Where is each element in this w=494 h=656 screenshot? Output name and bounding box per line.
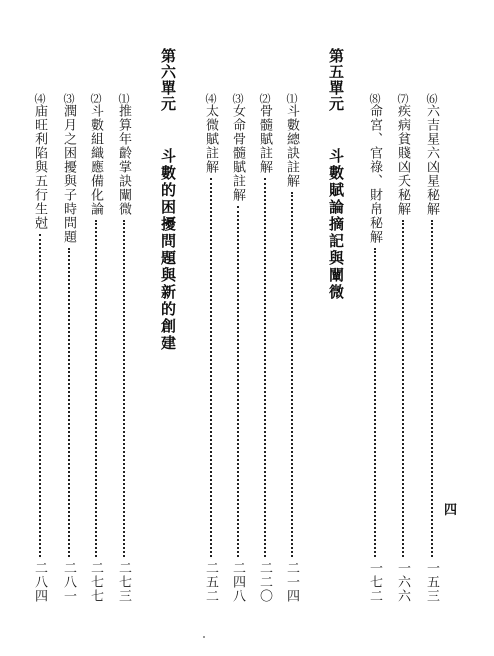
toc-entry	[204, 93, 217, 603]
entry-title: 命宮、官祿、財帛秘解	[367, 104, 382, 244]
dot-leader	[264, 178, 266, 557]
toc-entry	[89, 93, 102, 603]
toc-entry	[258, 93, 271, 603]
entry-number: ⑷	[204, 93, 217, 104]
entry-title: 疾病貧賤凶夭秘解	[395, 104, 410, 216]
entry-page-number: 二八一	[61, 561, 76, 603]
dot-leader	[402, 220, 404, 557]
entry-page-number: 二四八	[230, 561, 245, 603]
entry-number: ⑶	[62, 93, 75, 104]
entry-title: 太微賦註解	[203, 104, 218, 174]
entry-title: 庙旺利陷與五行生尅	[32, 104, 47, 230]
entry-title: 女命骨髓賦註解	[230, 104, 245, 202]
toc-entry	[231, 93, 244, 603]
entry-page-number: 二一四	[284, 561, 299, 603]
scan-speck	[203, 636, 205, 638]
entry-page-number: 一六六	[395, 561, 410, 603]
entry-page-number: 一七二	[367, 561, 382, 603]
toc-entry	[425, 93, 438, 603]
dot-leader	[95, 220, 97, 557]
toc-entry	[285, 93, 298, 603]
entry-page-number: 一五三	[424, 561, 439, 603]
entry-page-number: 二七三	[116, 561, 131, 603]
entry-title: 斗數組織應備化論	[88, 104, 103, 216]
unit-label: 第六單元	[159, 48, 177, 112]
entry-page-number: 二二〇	[257, 561, 272, 603]
unit-six-heading	[160, 48, 175, 352]
entry-number: ⑹	[425, 93, 438, 104]
entry-title: 推算年齡掌訣闡微	[116, 104, 131, 216]
dot-leader	[237, 206, 239, 557]
unit-label: 第五單元	[327, 48, 345, 112]
toc-entry	[368, 93, 381, 603]
entry-number: ⑵	[258, 93, 271, 104]
entry-title: 斗數總訣註解	[284, 104, 299, 188]
entry-page-number: 二七七	[88, 561, 103, 603]
entry-title: 潤月之困擾與子時問題	[61, 104, 76, 244]
dot-leader	[68, 248, 70, 557]
dot-leader	[123, 220, 125, 557]
unit-title: 斗數的困擾問題與新的創建	[159, 148, 177, 352]
entry-page-number: 二五二	[203, 561, 218, 603]
toc-entry	[33, 93, 46, 603]
entry-number: ⑵	[89, 93, 102, 104]
unit-five-heading	[328, 48, 343, 301]
toc-entry	[62, 93, 75, 603]
unit-title: 斗數賦論摘記與闡微	[327, 148, 345, 301]
dot-leader	[374, 248, 376, 557]
dot-leader	[210, 178, 212, 557]
dot-leader	[39, 234, 41, 557]
entry-number: ⑴	[117, 93, 130, 104]
entry-number: ⑺	[396, 93, 409, 104]
entry-number: ⑴	[285, 93, 298, 104]
dot-leader	[291, 192, 293, 557]
page-folio: 四	[444, 503, 458, 518]
entry-number: ⑷	[33, 93, 46, 104]
entry-title: 骨髓賦註解	[257, 104, 272, 174]
entry-title: 六吉星六凶星秘解	[424, 104, 439, 216]
toc-entry	[117, 93, 130, 603]
entry-page-number: 二八四	[32, 561, 47, 603]
entry-number: ⑶	[231, 93, 244, 104]
dot-leader	[431, 220, 433, 557]
entry-number: ⑻	[368, 93, 381, 104]
toc-entry	[396, 93, 409, 603]
